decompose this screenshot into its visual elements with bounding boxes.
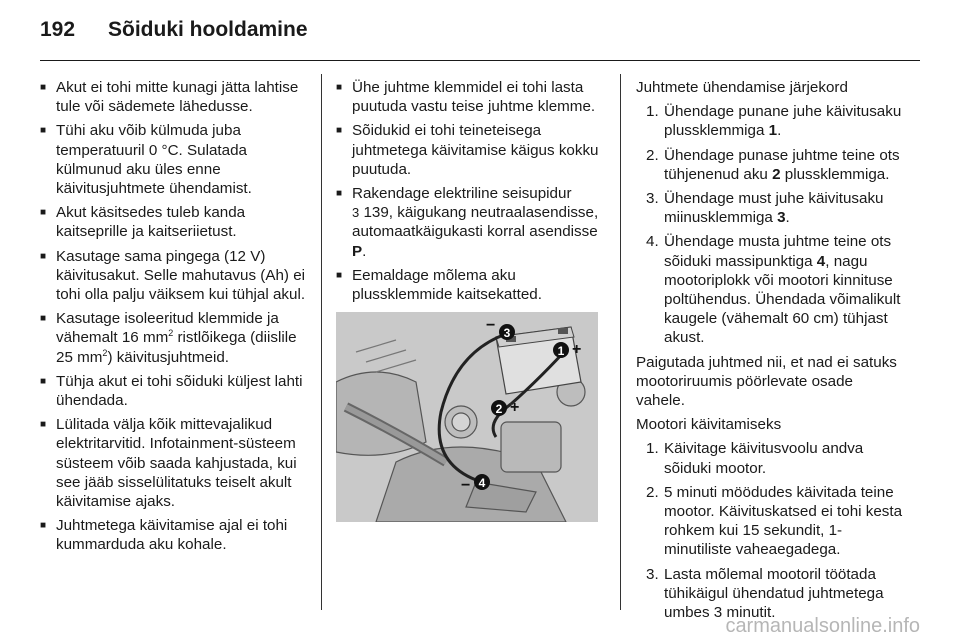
- bullet-item: ■ Tühja akut ei tohi sõiduki küljest lahti ühendada.: [40, 372, 308, 410]
- svg-text:+: +: [572, 341, 582, 359]
- header-rule: [40, 60, 920, 61]
- bullet-item: ■ Eemaldage mõlema aku plussklemmide kaitsekatted.: [336, 266, 606, 304]
- cable-routing-paragraph: Paigutada juhtmed nii, et nad ei satuks mootoriruumis pöörlevate osade vahele.: [636, 353, 897, 410]
- svg-text:1: 1: [557, 344, 565, 359]
- step-item: 1. Ühendage punane juhe käivitusaku plussklemmiga 1.: [646, 103, 902, 140]
- chapter-title: Sõiduki hooldamine: [108, 18, 308, 41]
- start-steps-list: [636, 439, 904, 622]
- jump-start-illustration: [336, 312, 598, 522]
- svg-text:−: −: [461, 477, 471, 495]
- step-item: 1. Käivitage käivitusvoolu andva sõiduki mootor.: [646, 440, 864, 477]
- bullet-item: ■ Ühe juhtme klemmidel ei tohi lasta puutuda vastu teise juhtme klemme.: [336, 78, 606, 116]
- step-item: 2. Ühendage punase juhtme teine ots tühjenenud aku 2 plussklemmiga.: [646, 146, 900, 183]
- watermark: carmanualsonline.info: [725, 615, 920, 637]
- bullet-item: ■ Lülitada välja kõik mittevajalikud elektritarvitid. Infotainment-süsteem süsteem võib saada kahjustada, kui see jääb sisselülitatuks teiselt akult käivitamise ajaks.: [40, 415, 308, 511]
- column-3: [636, 78, 904, 627]
- column-divider-2: [620, 74, 621, 610]
- column-1: [40, 78, 308, 560]
- engine-bay-svg: [336, 312, 598, 522]
- svg-text:2: 2: [495, 402, 503, 417]
- bullet-item: ■ Kasutage sama pingega (12 V) käivitusakut. Selle mahutavus (Ah) ei tohi olla palju väiksem kui tühjal akul.: [40, 247, 308, 305]
- page-reference-icon[interactable]: 3: [352, 205, 360, 221]
- bullet-item: ■ Juhtmetega käivitamise ajal ei tohi kummarduda aku kohale.: [40, 516, 308, 554]
- precaution-bullet-list: [336, 78, 606, 304]
- svg-text:+: +: [510, 399, 520, 417]
- svg-text:4: 4: [478, 476, 486, 491]
- connection-steps-list: [636, 102, 904, 347]
- bullet-item: ■ Tühi aku võib külmuda juba temperatuuril 0 °C. Sulatada külmunud aku üles enne käivitusjuhtmete ühendamist.: [40, 121, 308, 198]
- page-header: [40, 18, 308, 48]
- column-2: [336, 78, 606, 522]
- svg-text:−: −: [486, 317, 496, 335]
- step-item: 2. 5 minuti möödudes käivitada teine mootor. Käivituskatsed ei tohi kesta rohkem kui 15 sekundit, 1-minutiliste vaheaegadega.: [646, 483, 903, 559]
- svg-text:3: 3: [503, 326, 511, 341]
- safety-bullet-list: [40, 78, 308, 555]
- page-number: 192: [40, 18, 76, 41]
- bullet-item-parking-brake: ■ Rakendage elektriline seisupidur 3 139, käigukang neutraalasendisse, automaatkäigukasti korral asendisse P.: [336, 184, 606, 261]
- bullet-item: ■ Akut ei tohi mitte kunagi jätta lahtise tule või sädemete lähedusse.: [40, 78, 308, 116]
- section-heading-connection-order: Juhtmete ühendamise järjekord: [636, 79, 848, 96]
- step-item: 4. Ühendage musta juhtme teine ots sõiduki massipunktiga 4, nagu mootoriplokk või mootori kinnituse poltühendus. Ühendada võimalikult kaugele (vähemalt 60 cm) tühjast akust.: [646, 233, 901, 347]
- step-item: 3. Lasta mõlemal mootoril töötada tühikäigul ühendatud juhtmetega umbes 3 minutit.: [646, 565, 884, 622]
- column-divider-1: [321, 74, 322, 610]
- section-heading-engine-start: Mootori käivitamiseks: [636, 416, 782, 434]
- bullet-item: ■ Sõidukid ei tohi teineteisega juhtmetega käivitamise käigus kokku puutuda.: [336, 121, 606, 179]
- bullet-item-cable-spec: ■ Kasutage isoleeritud klemmide ja vähemalt 16 $mm^2$ ristlõikega (diislile 25 $mm^2$) käivitusjuhtmeid.: [40, 309, 308, 367]
- bullet-item: ■ Akut käsitsedes tuleb kanda kaitseprille ja kaitseriietust.: [40, 203, 308, 241]
- step-item: 3. Ühendage must juhe käivitusaku miinusklemmiga 3.: [646, 190, 884, 227]
